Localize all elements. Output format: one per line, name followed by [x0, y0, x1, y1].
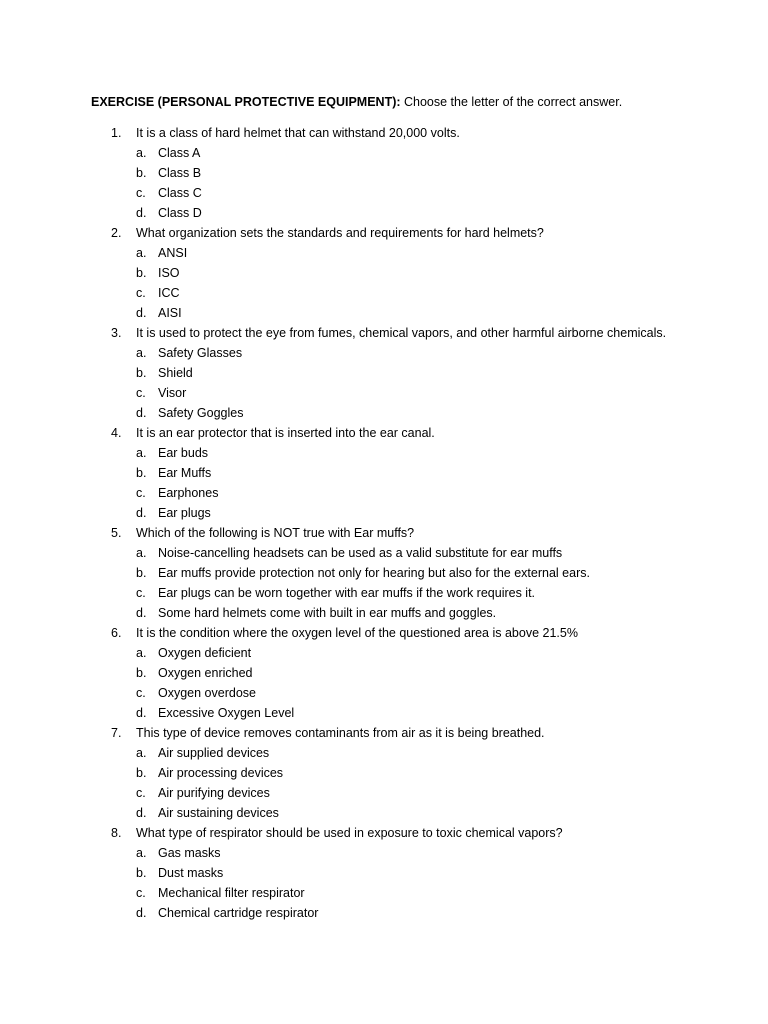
answer-option	[0, 363, 768, 383]
option-letter: d.	[136, 906, 147, 920]
option-letter: c.	[136, 686, 146, 700]
answer-option	[0, 663, 768, 683]
option-letter: a.	[136, 646, 147, 660]
option-letter: c.	[136, 786, 146, 800]
option-letter: a.	[136, 446, 147, 460]
answer-option	[0, 243, 768, 263]
answer-option	[0, 643, 768, 663]
option-text: Safety Glasses	[158, 346, 243, 360]
option-letter: c.	[136, 386, 146, 400]
question-text: It is an ear protector that is inserted into the ear canal.	[136, 426, 435, 440]
option-letter: b.	[136, 766, 147, 780]
option-letter: a.	[136, 846, 147, 860]
answer-option	[0, 543, 768, 563]
answer-option	[0, 563, 768, 583]
answer-option	[0, 203, 768, 223]
option-text: Air supplied devices	[158, 746, 270, 760]
answer-option	[0, 183, 768, 203]
question-text: It is used to protect the eye from fumes, chemical vapors, and other harmful airborne chemicals.	[136, 326, 667, 340]
option-text: Visor	[158, 386, 187, 400]
option-text: Gas masks	[158, 846, 221, 860]
option-text: Earphones	[158, 486, 219, 500]
option-text: Excessive Oxygen Level	[158, 706, 295, 720]
option-text: Ear plugs	[158, 506, 211, 520]
answer-option	[0, 503, 768, 523]
option-letter: b.	[136, 166, 147, 180]
answer-option	[0, 863, 768, 883]
option-text: Class B	[158, 166, 202, 180]
answer-option	[0, 803, 768, 823]
exercise-instructions: Choose the letter of the correct answer.	[400, 95, 623, 109]
option-letter: b.	[136, 666, 147, 680]
option-letter: b.	[136, 266, 147, 280]
question-2	[0, 223, 768, 243]
answer-option	[0, 403, 768, 423]
question-text: What organization sets the standards and requirements for hard helmets?	[136, 226, 544, 240]
option-text: Oxygen enriched	[158, 666, 253, 680]
question-4	[0, 423, 768, 443]
question-number: 1.	[111, 126, 122, 140]
question-list	[0, 123, 768, 923]
option-text: Some hard helmets come with built in ear muffs and goggles.	[158, 606, 497, 620]
option-letter: d.	[136, 506, 147, 520]
exercise-heading	[91, 93, 622, 111]
option-letter: a.	[136, 246, 147, 260]
answer-option	[0, 463, 768, 483]
option-letter: d.	[136, 206, 147, 220]
option-text: Shield	[158, 366, 193, 380]
question-number: 3.	[111, 326, 122, 340]
option-letter: a.	[136, 346, 147, 360]
option-letter: c.	[136, 886, 146, 900]
option-text: Class C	[158, 186, 202, 200]
option-letter: d.	[136, 606, 147, 620]
answer-option	[0, 843, 768, 863]
answer-option	[0, 383, 768, 403]
answer-option	[0, 703, 768, 723]
exercise-title: EXERCISE (PERSONAL PROTECTIVE EQUIPMENT):	[91, 95, 401, 109]
option-text: Dust masks	[158, 866, 224, 880]
question-text: What type of respirator should be used in exposure to toxic chemical vapors?	[136, 826, 563, 840]
option-letter: b.	[136, 366, 147, 380]
question-text: This type of device removes contaminants from air as it is being breathed.	[136, 726, 545, 740]
question-number: 8.	[111, 826, 122, 840]
question-1	[0, 123, 768, 143]
option-text: Chemical cartridge respirator	[158, 906, 319, 920]
option-letter: a.	[136, 146, 147, 160]
option-text: Mechanical filter respirator	[158, 886, 305, 900]
question-7	[0, 723, 768, 743]
option-letter: b.	[136, 466, 147, 480]
question-number: 6.	[111, 626, 122, 640]
question-6	[0, 623, 768, 643]
answer-option	[0, 783, 768, 803]
answer-option	[0, 483, 768, 503]
question-8	[0, 823, 768, 843]
option-text: Ear buds	[158, 446, 209, 460]
option-text: Oxygen overdose	[158, 686, 256, 700]
option-text: ANSI	[158, 246, 188, 260]
question-5	[0, 523, 768, 543]
answer-option	[0, 163, 768, 183]
option-text: ISO	[158, 266, 180, 280]
answer-option	[0, 763, 768, 783]
question-text: It is a class of hard helmet that can withstand 20,000 volts.	[136, 126, 460, 140]
question-text: Which of the following is NOT true with Ear muffs?	[136, 526, 415, 540]
answer-option	[0, 683, 768, 703]
option-text: AISI	[158, 306, 182, 320]
question-number: 5.	[111, 526, 122, 540]
answer-option	[0, 883, 768, 903]
answer-option	[0, 903, 768, 923]
answer-option	[0, 583, 768, 603]
answer-option	[0, 283, 768, 303]
answer-option	[0, 743, 768, 763]
option-text: Oxygen deficient	[158, 646, 252, 660]
option-letter: c.	[136, 586, 146, 600]
option-letter: c.	[136, 486, 146, 500]
answer-option	[0, 343, 768, 363]
answer-option	[0, 443, 768, 463]
question-number: 7.	[111, 726, 122, 740]
option-text: Class A	[158, 146, 201, 160]
answer-option	[0, 603, 768, 623]
option-text: ICC	[158, 286, 180, 300]
option-letter: d.	[136, 806, 147, 820]
option-text: Ear Muffs	[158, 466, 212, 480]
option-text: Ear muffs provide protection not only for hearing but also for the external ears.	[158, 566, 590, 580]
option-letter: d.	[136, 306, 147, 320]
option-letter: a.	[136, 746, 147, 760]
option-text: Ear plugs can be worn together with ear muffs if the work requires it.	[158, 586, 536, 600]
answer-option	[0, 263, 768, 283]
option-letter: c.	[136, 186, 146, 200]
option-text: Safety Goggles	[158, 406, 244, 420]
option-letter: d.	[136, 706, 147, 720]
option-letter: a.	[136, 546, 147, 560]
option-text: Air sustaining devices	[158, 806, 279, 820]
answer-option	[0, 143, 768, 163]
question-text: It is the condition where the oxygen level of the questioned area is above 21.5%	[136, 626, 578, 640]
option-letter: d.	[136, 406, 147, 420]
question-3	[0, 323, 768, 343]
question-number: 4.	[111, 426, 122, 440]
question-number: 2.	[111, 226, 122, 240]
option-letter: b.	[136, 566, 147, 580]
option-text: Air purifying devices	[158, 786, 270, 800]
option-letter: c.	[136, 286, 146, 300]
option-text: Noise-cancelling headsets can be used as a valid substitute for ear muffs	[158, 546, 563, 560]
option-text: Air processing devices	[158, 766, 284, 780]
option-letter: b.	[136, 866, 147, 880]
answer-option	[0, 303, 768, 323]
option-text: Class D	[158, 206, 202, 220]
